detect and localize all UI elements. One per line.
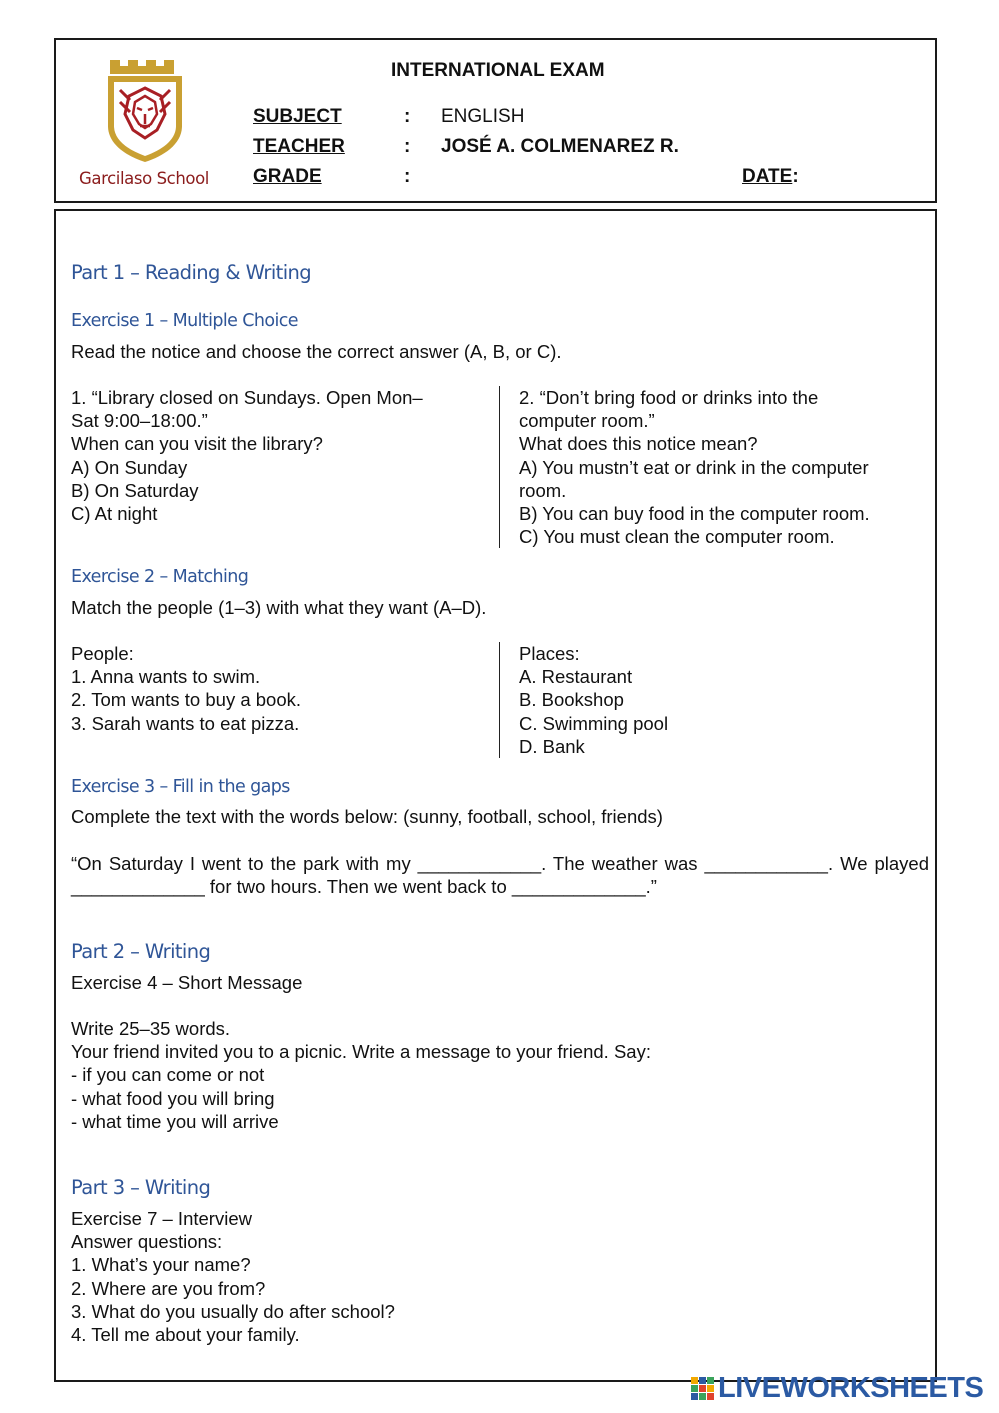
exercise3-title: Exercise 3 – Fill in the gaps — [71, 777, 290, 797]
places-heading: Places: — [519, 643, 580, 664]
part1-title: Part 1 – Reading & Writing — [71, 261, 312, 284]
liveworksheets-logo-icon — [691, 1377, 715, 1401]
ex7-question: 4. Tell me about your family. — [71, 1324, 300, 1346]
places-item: C. Swimming pool — [519, 712, 669, 734]
ex7-question: 1. What’s your name? — [71, 1254, 251, 1276]
gap-fill-text: “On Saturday I went to the park with my ____________. The weather was ____________. We played _____________ for two hours. Then we went back to _____________.” — [71, 853, 929, 898]
places-item: A. Restaurant — [519, 666, 633, 688]
exercise1-instruction: Read the notice and choose the correct answer (A, B, or C). — [71, 341, 562, 362]
ex4-bullet: - what time you will arrive — [71, 1110, 279, 1132]
people-item: 2. Tom wants to buy a book. — [71, 689, 302, 711]
q2-line: computer room.” — [519, 410, 655, 432]
ex7-question: 2. Where are you from? — [71, 1277, 266, 1299]
q1-option: A) On Sunday — [71, 456, 188, 478]
people-heading: People: — [71, 643, 134, 664]
date-colon: : — [792, 166, 799, 187]
exercise2-title: Exercise 2 – Matching — [71, 567, 249, 587]
q2-option: A) You mustn’t eat or drink in the computer — [519, 456, 869, 478]
places-item: D. Bank — [519, 735, 585, 757]
q1-line: Sat 9:00–18:00.” — [71, 410, 208, 432]
grade-label: GRADE — [253, 166, 322, 187]
exam-title: INTERNATIONAL EXAM — [391, 60, 605, 81]
date-label: DATE — [742, 166, 793, 187]
teacher-value: JOSÉ A. COLMENAREZ R. — [441, 136, 679, 157]
ex4-line: Write 25–35 words. — [71, 1018, 231, 1039]
ex7-line: Answer questions: — [71, 1231, 223, 1253]
exercise1-question1 — [71, 386, 423, 525]
column-divider — [499, 642, 500, 758]
ex4-bullet: - if you can come or not — [71, 1064, 265, 1086]
school-name: Garcilaso School — [79, 169, 209, 188]
exercise7-block — [71, 1207, 395, 1346]
ex4-line: Your friend invited you to a picnic. Write a message to your friend. Say: — [71, 1041, 651, 1063]
places-item: B. Bookshop — [519, 689, 624, 711]
exercise4-title: Exercise 4 – Short Message — [71, 972, 303, 993]
teacher-label: TEACHER — [253, 136, 345, 157]
grade-colon: : — [404, 166, 411, 187]
ex7-question: 3. What do you usually do after school? — [71, 1300, 395, 1322]
q2-option: C) You must clean the computer room. — [519, 526, 835, 548]
exercise2-instruction: Match the people (1–3) with what they want (A–D). — [71, 597, 487, 618]
subject-value: ENGLISH — [441, 106, 525, 127]
exercise4-instructions — [71, 1017, 651, 1133]
ex4-bullet: - what food you will bring — [71, 1087, 275, 1109]
date-field — [742, 166, 799, 188]
liveworksheets-brand[interactable]: LIVEWORKSHEETS — [718, 1372, 984, 1404]
teacher-colon: : — [404, 136, 411, 157]
q1-line: When can you visit the library? — [71, 433, 323, 455]
subject-label: SUBJECT — [253, 106, 342, 127]
places-list — [519, 642, 668, 758]
people-list — [71, 642, 301, 735]
q2-option: room. — [519, 479, 567, 501]
school-crest-logo — [104, 56, 186, 164]
ex7-title: Exercise 7 – Interview — [71, 1208, 252, 1229]
exercise1-question2 — [519, 386, 870, 548]
people-item: 3. Sarah wants to eat pizza. — [71, 712, 300, 734]
people-item: 1. Anna wants to swim. — [71, 666, 261, 688]
q1-option: C) At night — [71, 503, 158, 525]
q1-option: B) On Saturday — [71, 479, 199, 501]
part2-title: Part 2 – Writing — [71, 940, 211, 963]
column-divider — [499, 386, 500, 548]
part3-title: Part 3 – Writing — [71, 1176, 211, 1199]
exercise3-instruction: Complete the text with the words below: (sunny, football, school, friends) — [71, 806, 663, 827]
subject-colon: : — [404, 106, 411, 127]
q2-option: B) You can buy food in the computer room. — [519, 503, 870, 525]
q2-line: 2. “Don’t bring food or drinks into the — [519, 387, 819, 408]
exercise1-title: Exercise 1 – Multiple Choice — [71, 311, 298, 331]
q1-line: 1. “Library closed on Sundays. Open Mon– — [71, 387, 423, 408]
q2-line: What does this notice mean? — [519, 433, 758, 455]
